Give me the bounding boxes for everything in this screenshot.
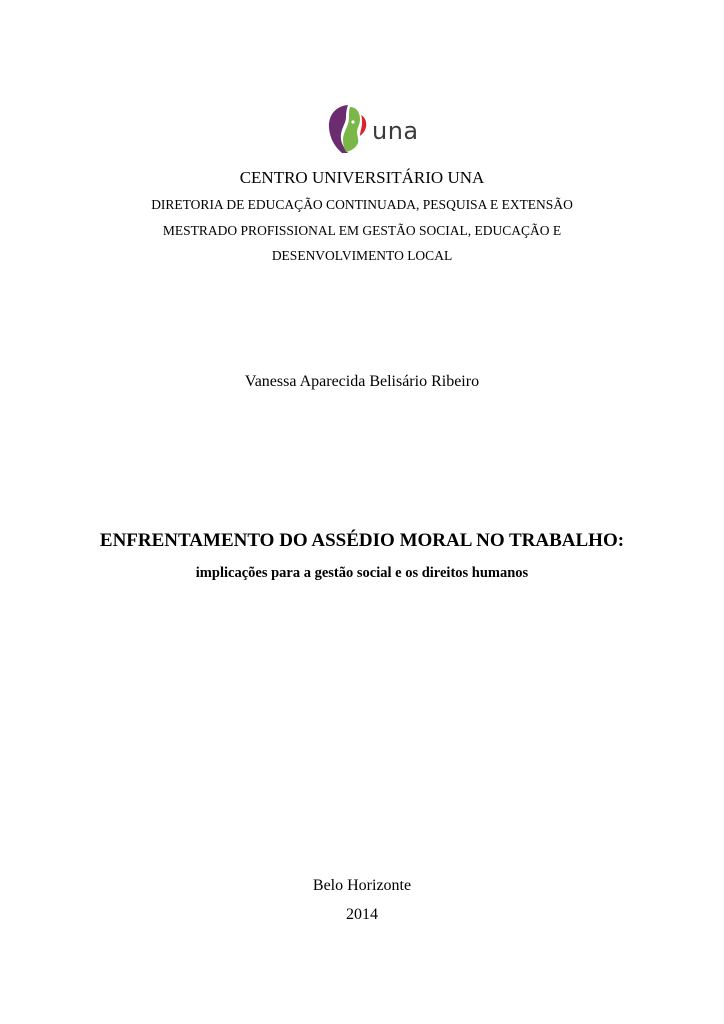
publication-city: Belo Horizonte [312, 877, 412, 894]
institution-directorate: DIRETORIA DE EDUCAÇÃO CONTINUADA, PESQUISA E EXTENSÃO [151, 197, 573, 212]
institution-name: CENTRO UNIVERSITÁRIO UNA [239, 168, 485, 187]
work-title: ENFRENTAMENTO DO ASSÉDIO MORAL NO TRABALHO: [99, 530, 625, 551]
una-logo [322, 101, 434, 157]
una-face-logo-icon [322, 101, 434, 157]
program-name-line-2: DESENVOLVIMENTO LOCAL [271, 248, 453, 263]
program-name-line-1: MESTRADO PROFISSIONAL EM GESTÃO SOCIAL, EDUCAÇÃO E [162, 223, 562, 238]
author-name: Vanessa Aparecida Belisário Ribeiro [244, 373, 480, 390]
publication-year: 2014 [346, 906, 378, 923]
work-subtitle: implicações para a gestão social e os direitos humanos [195, 565, 529, 581]
logo-text: una [372, 117, 419, 145]
